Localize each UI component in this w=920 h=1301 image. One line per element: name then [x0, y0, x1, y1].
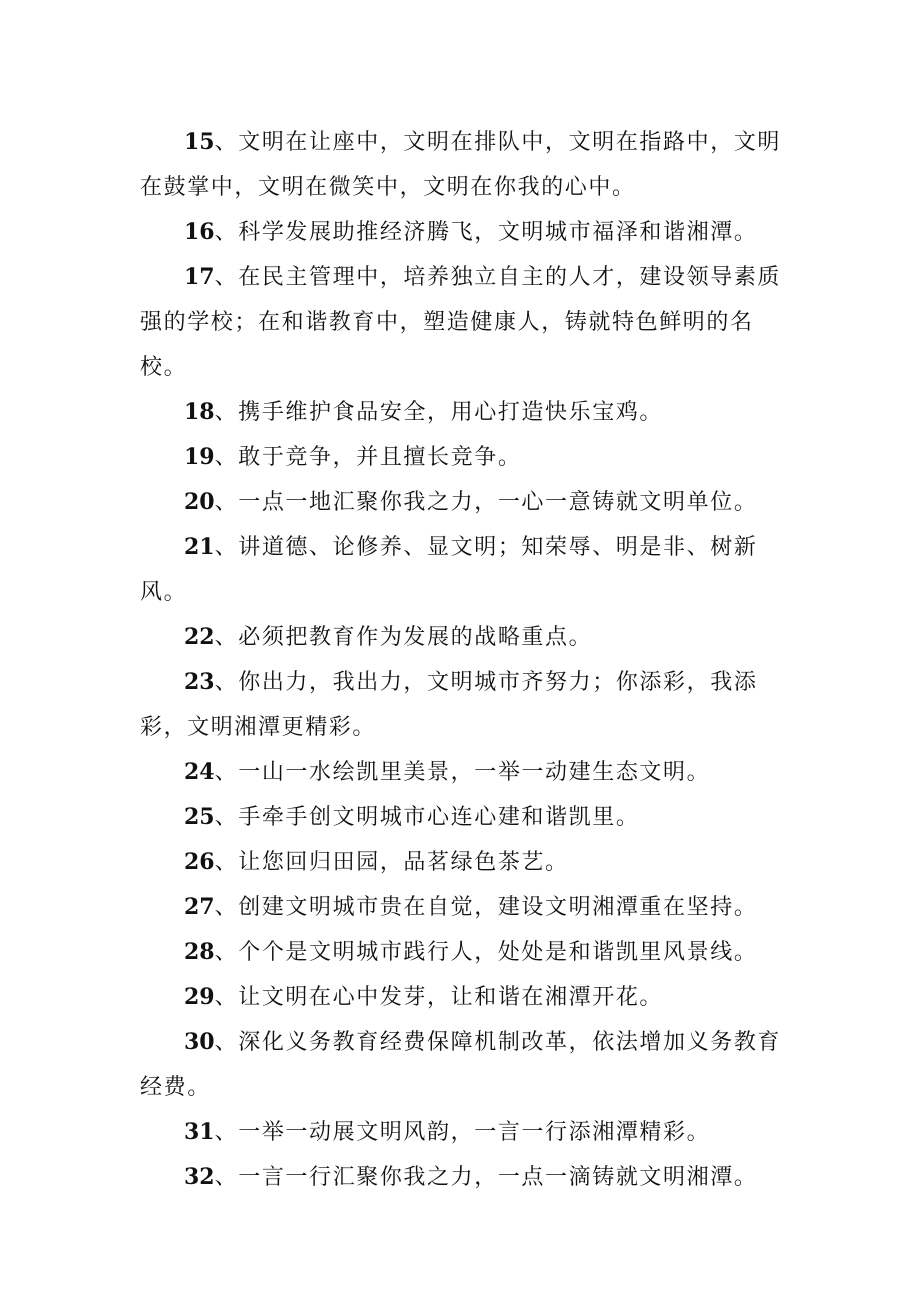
- item-text: 、一举一动展文明风韵，一言一行添湘潭精彩。: [214, 1120, 711, 1145]
- item-text: 、必须把教育作为发展的战略重点。: [214, 625, 593, 650]
- list-item: [140, 885, 800, 930]
- item-number: 19: [184, 444, 215, 470]
- item-number: 32: [184, 1164, 215, 1190]
- item-text: 、让文明在心中发芽，让和谐在湘潭开花。: [214, 985, 664, 1010]
- list-item: [140, 1110, 800, 1155]
- item-number: 27: [184, 894, 215, 920]
- list-item: [140, 660, 800, 750]
- item-text: 、手牵手创文明城市心连心建和谐凯里。: [214, 805, 640, 830]
- item-number: 29: [184, 984, 215, 1010]
- item-number: 16: [184, 219, 215, 245]
- list-item: [140, 255, 800, 390]
- item-number: 18: [184, 399, 215, 425]
- list-item: [140, 795, 800, 840]
- item-text: 、创建文明城市贵在自觉，建设文明湘潭重在坚持。: [214, 895, 758, 920]
- item-number: 21: [184, 534, 215, 560]
- item-text: 、在民主管理中，培养独立自主的人才，建设领导素质强的学校；在和谐教育中，塑造健康人，铸就特色鲜明的名校。: [140, 265, 782, 380]
- item-number: 28: [184, 939, 215, 965]
- list-item: [140, 1155, 800, 1200]
- list-item: [140, 975, 800, 1020]
- item-text: 、你出力，我出力，文明城市齐努力；你添彩，我添彩，文明湘潭更精彩。: [140, 670, 758, 740]
- item-number: 20: [184, 489, 215, 515]
- list-item: [140, 435, 800, 480]
- item-number: 23: [184, 669, 215, 695]
- item-text: 、让您回归田园，品茗绿色茶艺。: [214, 850, 569, 875]
- item-text: 、一山一水绘凯里美景，一举一动建生态文明。: [214, 760, 711, 785]
- item-number: 22: [184, 624, 215, 650]
- list-item: [140, 930, 800, 975]
- item-number: 15: [184, 129, 215, 155]
- list-item: [140, 1020, 800, 1110]
- item-text: 、文明在让座中，文明在排队中，文明在指路中，文明在鼓掌中，文明在微笑中，文明在你我的心中。: [140, 130, 782, 200]
- list-item: [140, 120, 800, 210]
- item-text: 、个个是文明城市践行人，处处是和谐凯里风景线。: [214, 940, 758, 965]
- item-text: 、科学发展助推经济腾飞，文明城市福泽和谐湘潭。: [214, 220, 758, 245]
- list-item: [140, 840, 800, 885]
- item-number: 30: [184, 1029, 215, 1055]
- list-item: [140, 210, 800, 255]
- item-number: 25: [184, 804, 215, 830]
- item-number: 17: [184, 264, 215, 290]
- list-item: [140, 750, 800, 795]
- list-item: [140, 390, 800, 435]
- list-item: [140, 480, 800, 525]
- item-text: 、携手维护食品安全，用心打造快乐宝鸡。: [214, 400, 664, 425]
- item-text: 、深化义务教育经费保障机制改革，依法增加义务教育经费。: [140, 1030, 782, 1100]
- item-text: 、一点一地汇聚你我之力，一心一意铸就文明单位。: [214, 490, 758, 515]
- item-number: 26: [184, 849, 215, 875]
- slogan-list: [140, 120, 800, 1200]
- item-number: 31: [184, 1119, 215, 1145]
- item-number: 24: [184, 759, 215, 785]
- item-text: 、讲道德、论修养、显文明；知荣辱、明是非、树新风。: [140, 535, 758, 605]
- list-item: [140, 615, 800, 660]
- item-text: 、一言一行汇聚你我之力，一点一滴铸就文明湘潭。: [214, 1165, 758, 1190]
- item-text: 、敢于竞争，并且擅长竞争。: [214, 445, 522, 470]
- list-item: [140, 525, 800, 615]
